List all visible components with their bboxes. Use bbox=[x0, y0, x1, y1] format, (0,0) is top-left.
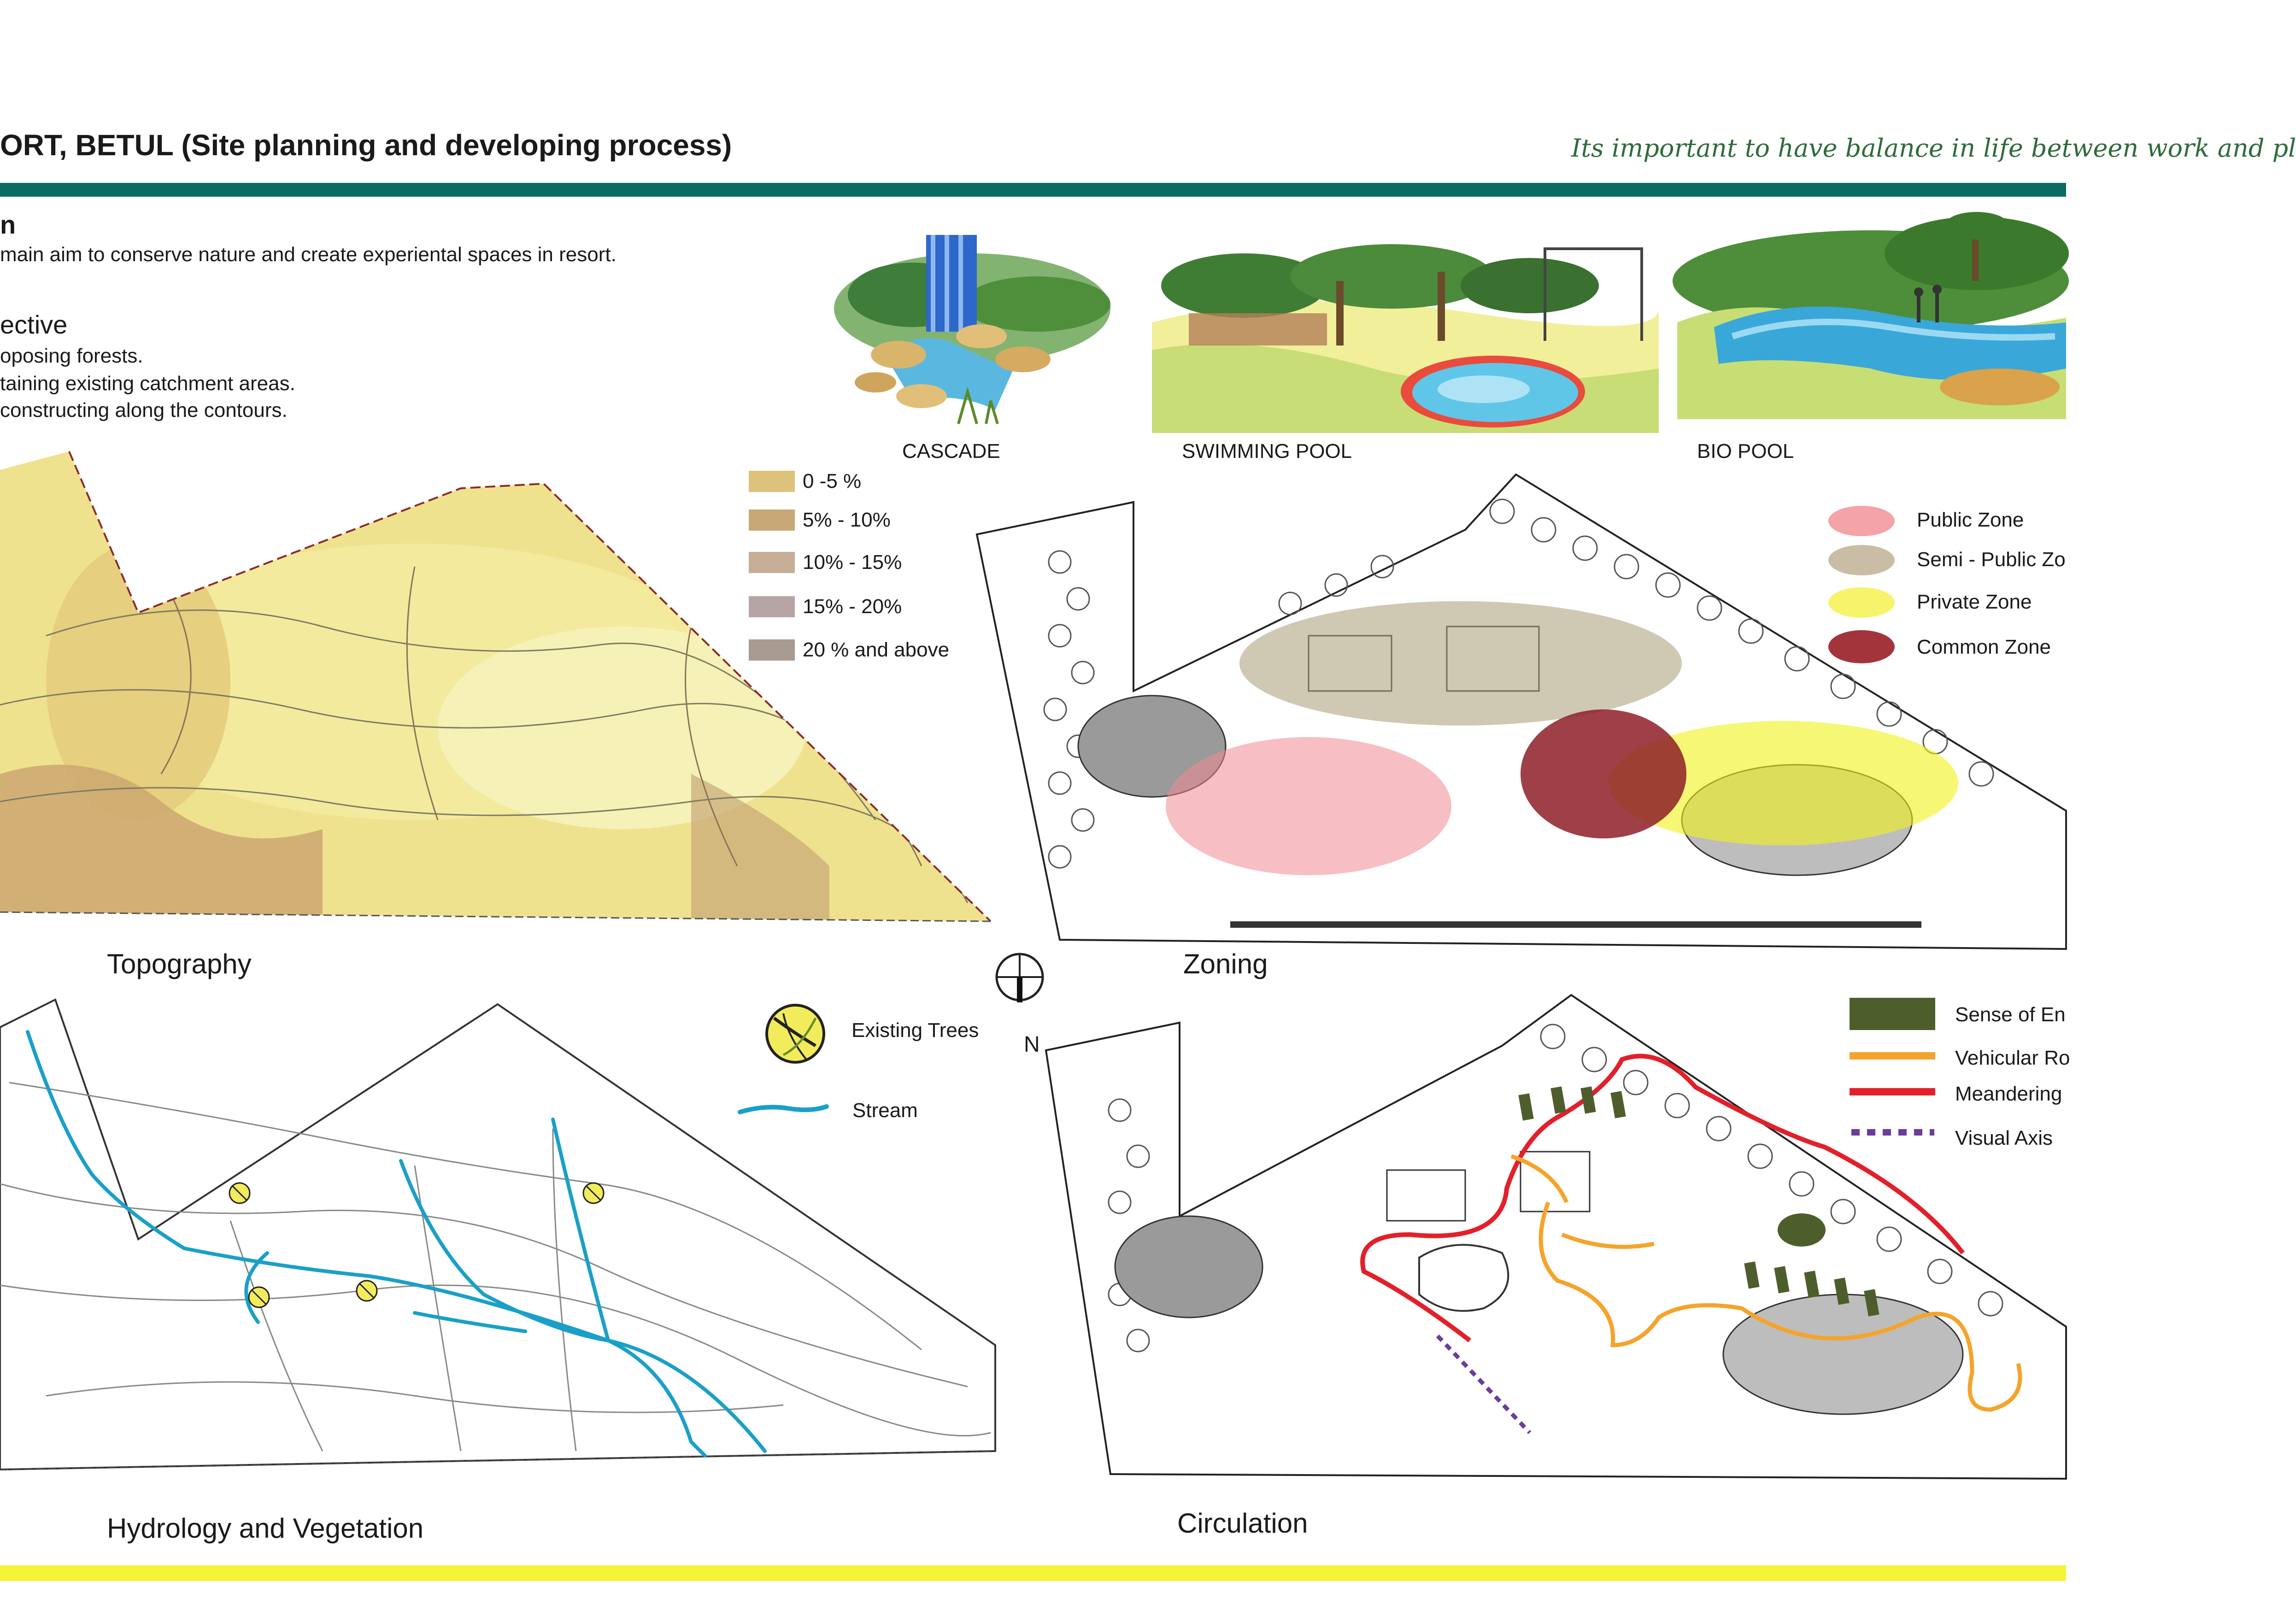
hydrology-label: Hydrology and Vegetation bbox=[107, 1513, 424, 1544]
swimming-pool-sketch bbox=[1152, 230, 1659, 433]
topography-label: Topography bbox=[107, 949, 252, 979]
zoning-label: Zoning bbox=[1183, 949, 1268, 979]
legend-label: Stream bbox=[852, 1099, 918, 1122]
legend-swatch bbox=[749, 509, 795, 531]
north-label: N bbox=[1024, 1032, 1040, 1057]
legend-label: Sense of En bbox=[1955, 1003, 2066, 1026]
objective-heading: ective bbox=[0, 310, 68, 339]
legend-label: Existing Trees bbox=[851, 1019, 979, 1042]
legend-swatch bbox=[1850, 1088, 1935, 1095]
objective-item: oposing forests. bbox=[0, 345, 143, 367]
objective-item: taining existing catchment areas. bbox=[0, 372, 295, 395]
bio-pool-caption: BIO POOL bbox=[1697, 440, 1794, 463]
aim-text: main aim to conserve nature and create experiental spaces in resort. bbox=[0, 243, 617, 266]
circulation-label: Circulation bbox=[1177, 1508, 1308, 1539]
legend-label: 0 -5 % bbox=[803, 470, 862, 492]
legend-label: 10% - 15% bbox=[803, 551, 902, 574]
stream-icon bbox=[737, 1100, 829, 1118]
legend-swatch bbox=[749, 639, 795, 661]
legend-label: 5% - 10% bbox=[803, 509, 891, 531]
header-quote: Its important to have balance in life between work and pl bbox=[1571, 134, 2296, 163]
objective-item: constructing along the contours. bbox=[0, 399, 288, 422]
legend-label: Semi - Public Zo bbox=[1917, 548, 2066, 571]
legend-label: Visual Axis bbox=[1955, 1127, 2053, 1149]
aim-heading: n bbox=[0, 210, 16, 239]
legend-swatch bbox=[1850, 1052, 1935, 1060]
legend-swatch bbox=[749, 552, 795, 573]
zoning-map bbox=[968, 461, 2066, 949]
page-title: ORT, BETUL (Site planning and developing process) bbox=[0, 129, 732, 162]
legend-swatch bbox=[1850, 998, 1935, 1030]
tree-icon bbox=[756, 995, 834, 1073]
hydrology-map bbox=[0, 990, 1014, 1497]
legend-label: Public Zone bbox=[1917, 509, 2024, 531]
header-rule bbox=[0, 183, 2066, 197]
bio-pool-sketch bbox=[1677, 217, 2066, 419]
legend-label: Meandering bbox=[1955, 1083, 2062, 1105]
swimming-pool-caption: SWIMMING POOL bbox=[1182, 440, 1352, 463]
footer-rule bbox=[0, 1565, 2066, 1581]
legend-label: Vehicular Ro bbox=[1955, 1047, 2070, 1069]
cascade-caption: CASCADE bbox=[902, 440, 1000, 463]
legend-swatch bbox=[749, 596, 795, 617]
cascade-sketch bbox=[820, 217, 1124, 438]
legend-swatch bbox=[749, 471, 795, 492]
legend-label: Common Zone bbox=[1917, 636, 2051, 658]
legend-label: Private Zone bbox=[1917, 591, 2032, 613]
zoning-legend-swatches bbox=[1829, 506, 1898, 662]
legend-label: 20 % and above bbox=[803, 638, 950, 661]
circulation-map bbox=[1041, 995, 2066, 1479]
legend-swatch bbox=[1850, 1128, 1935, 1137]
legend-label: 15% - 20% bbox=[803, 595, 902, 618]
